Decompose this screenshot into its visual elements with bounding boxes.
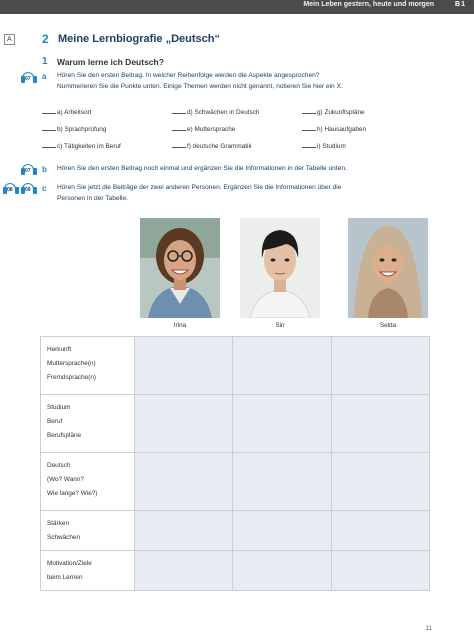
- portrait-photo-sin: [240, 218, 320, 318]
- table-row: [41, 337, 430, 395]
- answer-blank[interactable]: [42, 124, 56, 131]
- answer-cell-sin[interactable]: [233, 551, 331, 591]
- aspect-item[interactable]: e) Muttersprache: [172, 124, 235, 133]
- answer-cell-irina[interactable]: [134, 453, 232, 511]
- portrait-photo-selda: [348, 218, 428, 318]
- answer-cell-selda[interactable]: [331, 551, 429, 591]
- headphones-icon[interactable]: [20, 72, 38, 84]
- instruction-line: Personen in der Tabelle.: [57, 194, 128, 202]
- answer-blank[interactable]: [302, 141, 316, 148]
- section-title: Meine Lernbiografie „Deutsch“: [58, 33, 220, 45]
- answer-cell-sin[interactable]: [233, 511, 331, 551]
- headphones-icon[interactable]: [20, 164, 38, 176]
- task-letter-a: a: [42, 72, 47, 81]
- task-b-instruction: [57, 164, 347, 175]
- row-label: Deutsch (Wo? Wann? Wie lange? Wie?): [41, 453, 135, 511]
- answer-cell-irina[interactable]: [134, 551, 232, 591]
- answer-cell-selda[interactable]: [331, 337, 429, 395]
- page-number: 11: [425, 626, 432, 632]
- aspect-item[interactable]: d) Schwächen in Deutsch: [172, 107, 259, 116]
- answer-cell-irina[interactable]: [134, 337, 232, 395]
- row-label: Studium Beruf Berufspläne: [41, 395, 135, 453]
- person-name-label: Irina: [173, 322, 187, 329]
- answer-blank[interactable]: [302, 124, 316, 131]
- answer-cell-selda[interactable]: [331, 395, 429, 453]
- subsection-number: 1: [42, 56, 48, 67]
- row-label: Herkunft Muttersprache(n) Fremdsprache(n): [41, 337, 135, 395]
- aspect-item[interactable]: i) Studium: [302, 141, 346, 150]
- portrait-photo-irina: [140, 218, 220, 318]
- aspect-item[interactable]: g) Zukunftspläne: [302, 107, 365, 116]
- person-name-label: Sin: [275, 322, 285, 329]
- answer-cell-sin[interactable]: [233, 337, 331, 395]
- row-label: Stärken Schwächen: [41, 511, 135, 551]
- answer-cell-selda[interactable]: [331, 453, 429, 511]
- aspect-item[interactable]: b) Sprachprüfung: [42, 124, 106, 133]
- answer-cell-sin[interactable]: [233, 395, 331, 453]
- side-marker: A: [4, 34, 15, 45]
- instruction-line: Hören Sie den ersten Beitrag noch einmal und ergänzen Sie die Informationen in der Tabelle unten.: [57, 165, 347, 172]
- answer-cell-selda[interactable]: [331, 511, 429, 551]
- table-row: [41, 511, 430, 551]
- info-table: [40, 336, 430, 591]
- person-name-label: Selda: [379, 322, 397, 329]
- answer-blank[interactable]: [172, 107, 186, 114]
- aspect-item[interactable]: a) Arbeitsort: [42, 107, 91, 116]
- row-label: Motivation/Ziele beim Lernen: [41, 551, 135, 591]
- track-number: 07: [25, 76, 31, 82]
- table-row: [41, 395, 430, 453]
- task-c-instruction: [57, 183, 341, 204]
- aspect-item[interactable]: f) deutsche Grammatik: [172, 141, 252, 150]
- answer-cell-irina[interactable]: [134, 395, 232, 453]
- task-letter-b: b: [42, 165, 47, 174]
- answer-blank[interactable]: [172, 141, 186, 148]
- track-number: 09: [25, 187, 31, 193]
- track-number: 07: [25, 168, 31, 174]
- aspect-item[interactable]: c) Tätigkeiten im Beruf: [42, 141, 121, 150]
- answer-blank[interactable]: [302, 107, 316, 114]
- chapter-title: Mein Leben gestern, heute und morgen: [303, 1, 434, 8]
- aspect-item[interactable]: h) Hausaufgaben: [302, 124, 366, 133]
- answer-cell-sin[interactable]: [233, 453, 331, 511]
- headphones-icon[interactable]: [20, 183, 38, 195]
- table-row: [41, 551, 430, 591]
- answer-blank[interactable]: [42, 107, 56, 114]
- instruction-line: Hören Sie jetzt die Beiträge der zwei anderen Personen. Ergänzen Sie die Informationen über die: [57, 184, 342, 191]
- subsection-title: Warum lerne ich Deutsch?: [57, 57, 164, 67]
- answer-cell-irina[interactable]: [134, 511, 232, 551]
- section-number: 2: [42, 32, 49, 46]
- answer-blank[interactable]: [172, 124, 186, 131]
- headphones-icon[interactable]: [2, 183, 20, 195]
- table-row: [41, 453, 430, 511]
- track-number: 08: [7, 187, 13, 193]
- instruction-line: Hören Sie den ersten Beitrag. In welcher Reihenfolge werden die Aspekte angesprochen?: [57, 72, 320, 79]
- chapter-header-bar: [0, 0, 474, 14]
- task-a-instruction: [57, 71, 343, 92]
- answer-blank[interactable]: [42, 141, 56, 148]
- level-badge: B1: [455, 1, 466, 8]
- instruction-line: Nummerieren Sie die Punkte unten. Einige Themen werden nicht genannt, notieren Sie hier ein X.: [57, 82, 343, 90]
- task-letter-c: c: [42, 184, 47, 193]
